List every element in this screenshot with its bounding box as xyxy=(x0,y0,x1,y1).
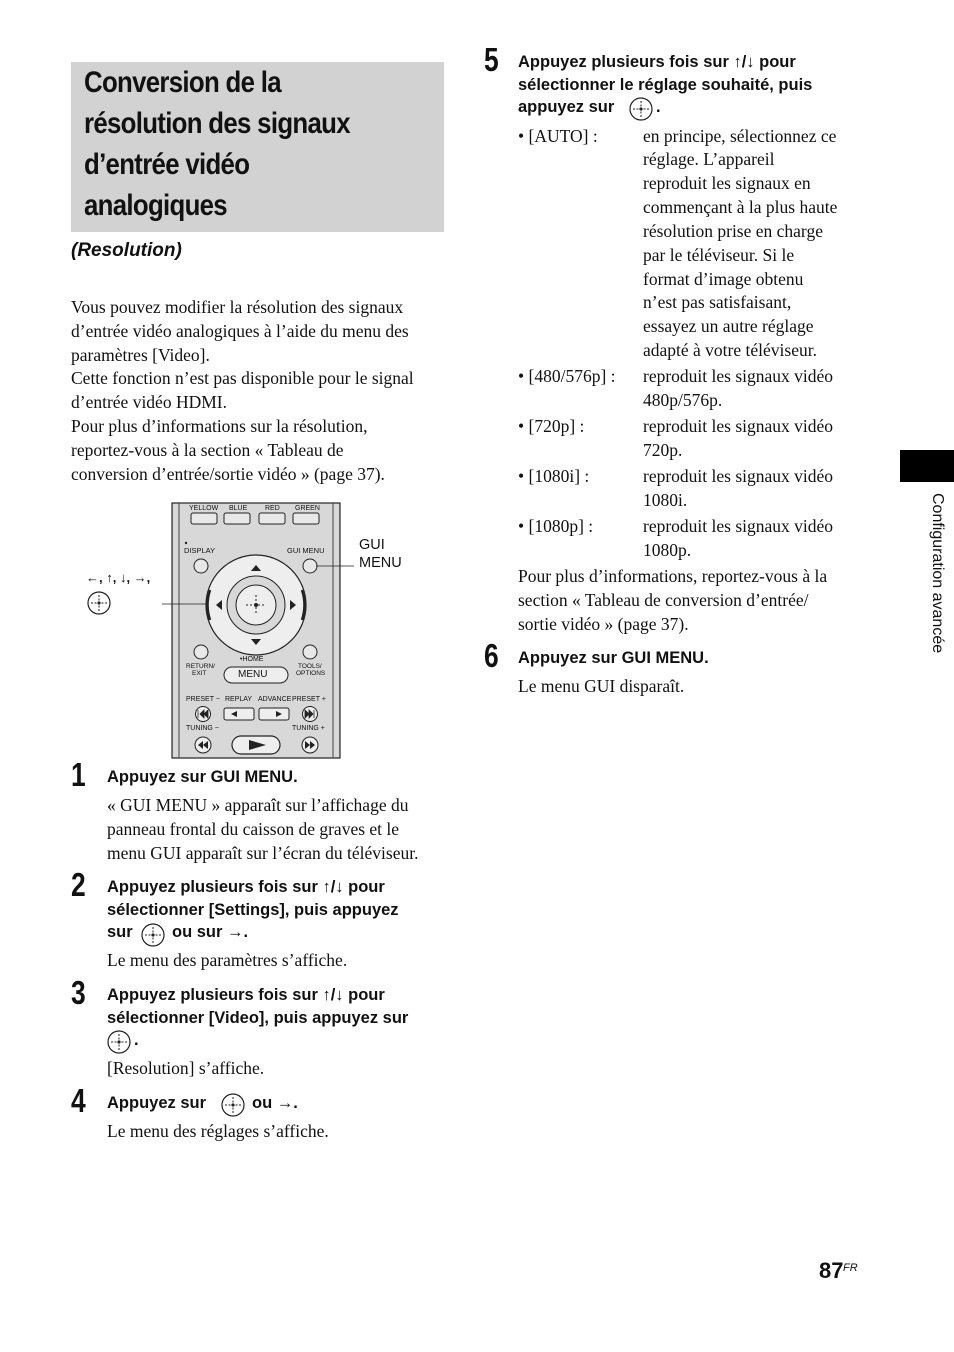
option-key: • [1080i] : xyxy=(518,466,590,486)
intro-line: Vous pouvez modifier la résolution des signaux xyxy=(71,297,404,317)
step-5-heading: . xyxy=(656,98,661,116)
side-tab-marker xyxy=(900,450,954,482)
option-desc: reproduit les signaux vidéo xyxy=(643,516,834,536)
step-6-number: 6 xyxy=(484,637,499,674)
option-desc: adapté à votre téléviseur. xyxy=(643,340,817,360)
step-5-heading: appuyez sur xyxy=(518,98,615,116)
arrows-label: ←, ↑, ↓, →, xyxy=(86,570,151,585)
enter-icon xyxy=(628,97,654,123)
intro-line: paramètres [Video]. xyxy=(71,345,210,365)
step-2-heading: sélectionner [Settings], puis appuyez xyxy=(107,901,399,919)
step-3-heading: . xyxy=(134,1031,139,1049)
intro-line: Pour plus d’informations sur la résolution, xyxy=(71,416,368,436)
step-5-after: section « Tableau de conversion d’entrée/ xyxy=(518,590,809,610)
green-label: GREEN xyxy=(295,505,320,512)
enter-icon xyxy=(220,1093,246,1119)
intro-line: d’entrée vidéo analogiques à l’aide du menu des xyxy=(71,321,409,341)
step-6-heading: Appuyez sur GUI MENU. xyxy=(518,649,709,667)
step-2-body: Le menu des paramètres s’affiche. xyxy=(107,950,348,970)
step-4-heading: ou →. xyxy=(252,1094,298,1112)
intro-line: reportez-vous à la section « Tableau de xyxy=(71,440,344,460)
page-number: 87 xyxy=(819,1258,844,1283)
options-label: OPTIONS xyxy=(296,670,326,677)
page-language-suffix: FR xyxy=(843,1262,858,1274)
option-desc: 480p/576p. xyxy=(643,390,723,410)
enter-icon xyxy=(140,923,166,949)
option-desc: par le téléviseur. Si le xyxy=(643,245,795,265)
tuning-plus-label: TUNING + xyxy=(292,725,325,732)
page-subtitle: (Resolution) xyxy=(71,240,182,261)
step-5-number: 5 xyxy=(484,41,499,78)
option-desc: commençant à la plus haute xyxy=(643,197,838,217)
preset-minus-label: PRESET − xyxy=(186,696,220,703)
option-desc: reproduit les signaux vidéo xyxy=(643,466,834,486)
option-desc: reproduit les signaux en xyxy=(643,173,811,193)
exit-label: EXIT xyxy=(192,670,207,677)
yellow-label: YELLOW xyxy=(189,505,219,512)
intro-line: conversion d’entrée/sortie vidéo » (page 37). xyxy=(71,464,385,484)
option-desc: format d’image obtenu xyxy=(643,269,804,289)
option-key: • [720p] : xyxy=(518,416,585,436)
step-3-body: [Resolution] s’affiche. xyxy=(107,1058,265,1078)
step-3-heading: Appuyez plusieurs fois sur ↑/↓ pour xyxy=(107,986,385,1004)
option-desc: reproduit les signaux vidéo xyxy=(643,416,834,436)
option-desc: n’est pas satisfaisant, xyxy=(643,292,792,312)
step-2-number: 2 xyxy=(71,866,86,903)
step-2-heading: sur xyxy=(107,923,133,941)
step-1-body: menu GUI apparaît sur l’écran du téléviseur. xyxy=(107,843,419,863)
return-label: RETURN/ xyxy=(186,663,215,670)
section-tab-label: Configuration avancée xyxy=(929,493,946,654)
step-1-body: panneau frontal du caisson de graves et le xyxy=(107,819,400,839)
option-desc: essayez un autre réglage xyxy=(643,316,814,336)
option-desc: 1080p. xyxy=(643,540,692,560)
page-title-line-2: résolution des signaux xyxy=(84,107,350,140)
advance-label: ADVANCE xyxy=(258,696,292,703)
enter-icon xyxy=(88,592,110,614)
step-4-heading: Appuyez sur xyxy=(107,1094,207,1112)
intro-line: Cette fonction n’est pas disponible pour le signal xyxy=(71,368,414,388)
step-5-heading: sélectionner le réglage souhaité, puis xyxy=(518,76,813,94)
step-5-heading: Appuyez plusieurs fois sur ↑/↓ pour xyxy=(518,53,796,71)
gui-menu-button-label: GUI MENU xyxy=(287,546,325,555)
home-label: •HOME xyxy=(240,656,264,663)
option-desc: 1080i. xyxy=(643,490,688,510)
option-desc: en principe, sélectionnez ce xyxy=(643,126,837,146)
gui-callout-label-2: MENU xyxy=(359,555,402,571)
step-2-heading: ou sur →. xyxy=(172,923,249,941)
step-1-body: « GUI MENU » apparaît sur l’affichage du xyxy=(107,795,409,815)
option-desc: 720p. xyxy=(643,440,683,460)
step-4-number: 4 xyxy=(71,1082,86,1119)
menu-label: MENU xyxy=(238,669,268,680)
step-1-heading: Appuyez sur GUI MENU. xyxy=(107,768,298,786)
dpad xyxy=(206,555,306,655)
page-title-line-3: d’entrée vidéo xyxy=(84,148,250,181)
red-label: RED xyxy=(265,505,280,512)
option-key: • [480/576p] : xyxy=(518,366,616,386)
tuning-minus-label: TUNING − xyxy=(186,725,219,732)
step-4-body: Le menu des réglages s’affiche. xyxy=(107,1121,329,1141)
page-title-line-1: Conversion de la xyxy=(84,66,281,99)
tools-label: TOOLS/ xyxy=(298,663,322,670)
page-title-line-4: analogiques xyxy=(84,189,227,222)
blue-label: BLUE xyxy=(229,505,248,512)
step-5-after: Pour plus d’informations, reportez-vous à la xyxy=(518,566,828,586)
display-label: DISPLAY xyxy=(184,546,216,555)
option-key: • [AUTO] : xyxy=(518,126,598,146)
step-5-after: sortie vidéo » (page 37). xyxy=(518,614,689,634)
step-2-heading: Appuyez plusieurs fois sur ↑/↓ pour xyxy=(107,878,385,896)
replay-label: REPLAY xyxy=(225,696,253,703)
option-desc: reproduit les signaux vidéo xyxy=(643,366,834,386)
step-3-heading: sélectionner [Video], puis appuyez sur xyxy=(107,1009,409,1027)
enter-icon xyxy=(106,1030,132,1056)
step-6-body: Le menu GUI disparaît. xyxy=(518,676,685,696)
option-key: • [1080p] : xyxy=(518,516,594,536)
option-desc: résolution prise en charge xyxy=(643,221,823,241)
step-3-number: 3 xyxy=(71,974,86,1011)
step-1-number: 1 xyxy=(71,756,86,793)
intro-line: d’entrée vidéo HDMI. xyxy=(71,392,227,412)
option-desc: réglage. L’appareil xyxy=(643,149,775,169)
gui-callout-label-1: GUI xyxy=(359,537,385,553)
preset-plus-label: PRESET + xyxy=(292,696,326,703)
